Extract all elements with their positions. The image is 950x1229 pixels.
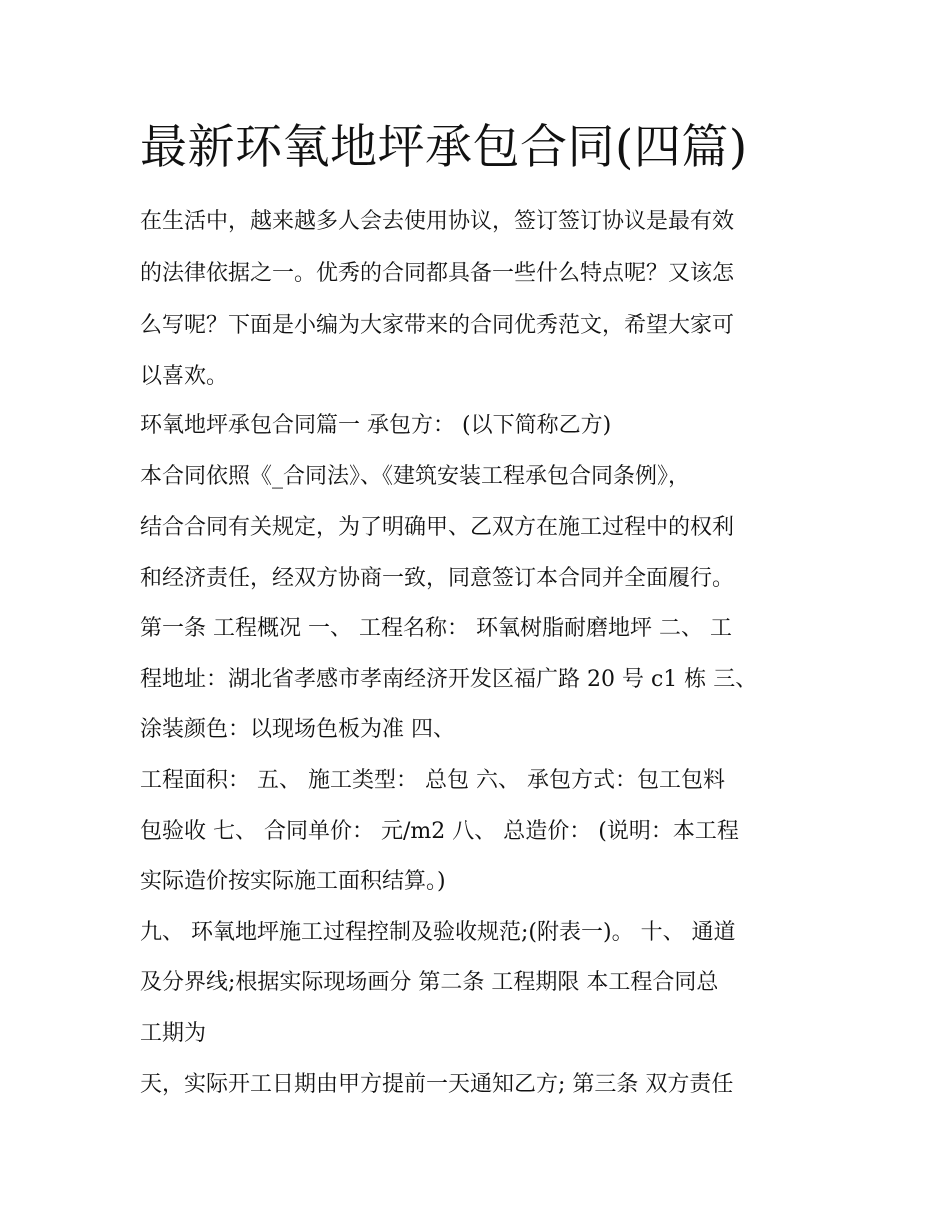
body-line-15: 九、 环氧地坪施工过程控制及验收规范;(附表一)。 十、 通道 (140, 920, 736, 945)
body-line-18: 天，实际开工日期由甲方提前一天通知乙方; 第三条 双方责任 (140, 1072, 734, 1097)
body-line-4: 以喜欢。 (140, 364, 229, 389)
body-line-16: 及分界线;根据实际现场画分 第二条 工程期限 本工程合同总 (140, 970, 719, 995)
body-line-7: 结合合同有关规定，为了明确甲、乙双方在施工过程中的权利 (140, 515, 735, 540)
body-line-2: 的法律依据之一。优秀的合同都具备一些什么特点呢？又该怎 (140, 261, 735, 286)
body-line-13: 包验收 七、 合同单价： 元/m2 八、 总造价： (说明：本工程 (140, 819, 739, 844)
body-line-6: 本合同依照《_合同法》、《建筑安装工程承包合同条例》， (140, 464, 691, 489)
body-line-8: 和经济责任，经双方协商一致，同意签订本合同并全面履行。 (140, 566, 735, 591)
body-line-10: 程地址：湖北省孝感市孝南经济开发区福广路 20 号 c1 栋 三、 (140, 667, 758, 692)
body-line-17: 工期为 (140, 1021, 207, 1046)
body-line-5: 环氧地坪承包合同篇一 承包方： (以下简称乙方) (140, 413, 612, 438)
body-line-12: 工程面积： 五、 施工类型： 总包 六、 承包方式：包工包料 (140, 768, 725, 793)
document-title: 最新环氧地坪承包合同(四篇) (140, 120, 748, 175)
body-line-1: 在生活中，越来越多人会去使用协议，签订签订协议是最有效 (140, 209, 735, 234)
body-line-14: 实际造价按实际施工面积结算。) (140, 869, 446, 894)
body-line-11: 涂装颜色：以现场色板为准 四、 (140, 717, 455, 742)
body-line-9: 第一条 工程概况 一、 工程名称： 环氧树脂耐磨地坪 二、 工 (140, 616, 732, 641)
body-line-3: 么写呢？下面是小编为大家带来的合同优秀范文，希望大家可 (140, 313, 735, 338)
